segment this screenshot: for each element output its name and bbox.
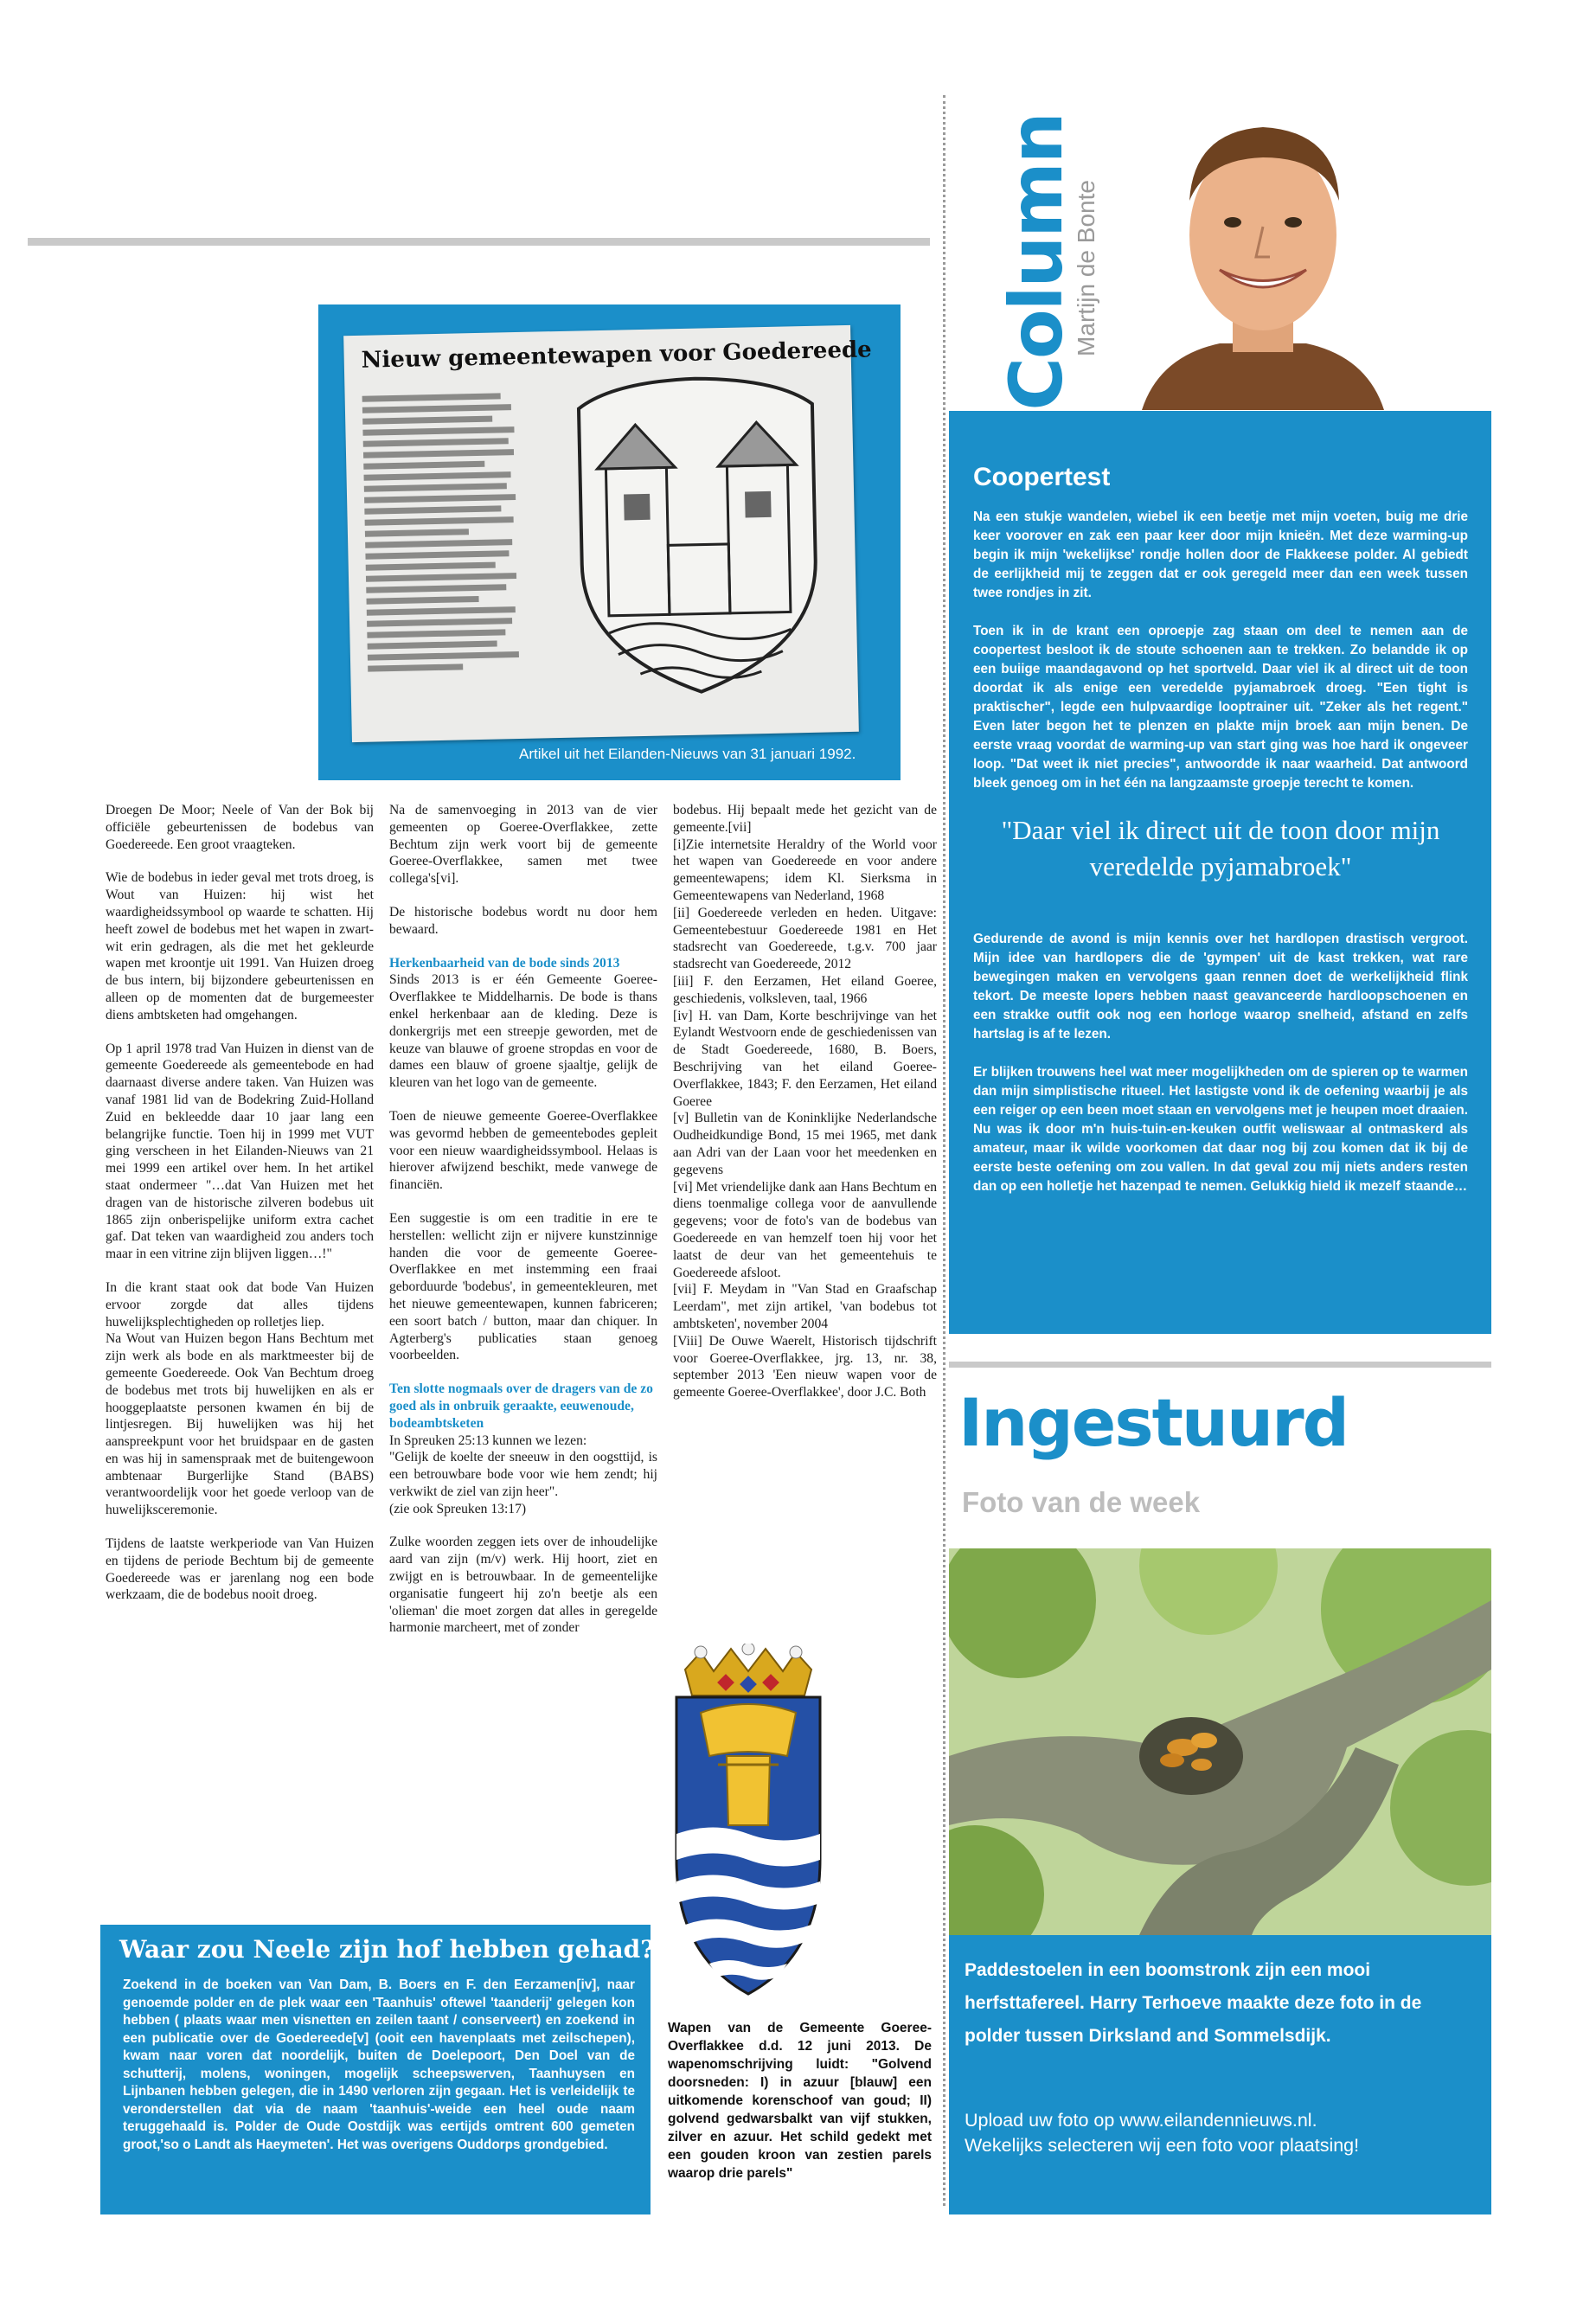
paragraph: Tijdens de laatste werkperiode van Van Huizen en tijdens de periode Bechtum bij de gemeente Goedereede was er jarenlang nog een bode werkzaam, die de bodebus nooit droeg. — [106, 1536, 374, 1603]
hof-info-box — [100, 1925, 655, 2214]
column-title: Coopertest — [973, 463, 1111, 491]
newspaper-clipping — [343, 325, 872, 742]
upload-line: Wekelijks selecteren wij een foto voor plaatsing! — [965, 2135, 1360, 2156]
section-rule — [949, 1362, 1491, 1368]
article-column-3 — [673, 802, 937, 1401]
article-column-1 — [106, 802, 374, 1620]
clipping-headline: Nieuw gemeentewapen voor Goedereede — [361, 336, 872, 374]
paragraph: (zie ook Spreuken 13:17) — [389, 1501, 527, 1516]
paragraph: Er blijken trouwens heel wat meer mogelijkheden om de spieren op te warmen dan mijn simplistische ritueel. Het lastigste vond ik de oefening waarbij je als een reiger op een been moet staan en vervolgens met je heupen moet draaien. Nu was ik door m'n huis-tuin-en-keuken outfit weliswaar al ontmaskerd als amateur, maar ik wilde voorkomen dat daar nog bij zou komen dat ik bij de eerste beste oefening om zou vallen. In dat geval zou mij niets anders resten dan op een holletje het hazenpad te nemen. Gelukkig hield ik mezelf staande… — [973, 1065, 1468, 1194]
column-box — [949, 411, 1491, 1334]
photo-upload-text — [965, 2108, 1475, 2158]
paragraph: Een suggestie is om een traditie in ere te herstellen: wellicht zijn er nijvere kunstzinnige handen die voor de gemeente Goeree-Overflakkee en met instemming een fraai geborduurde 'bodebus', in gemeentekleuren, met het nieuwe gemeentewapen, kunnen fabriceren; een soort batch / button, maar dan chiquer. In Agterberg's publicaties staan genoeg voorbeelden. — [389, 1210, 657, 1363]
hof-box-text: Zoekend in de boeken van Van Dam, B. Boers en F. den Eerzamen[iv], naar genoemde polder en de plek waar een 'Taanhuis' oftewel 'taanderij' gelegen kon hebben ( plaats waar men visnetten en zeilen taant / conserveert) en zoekend in een publicatie over de Goedereede[v] (ooit een havenplaats met zeilschepen), kwam naar voren dat noordelijk, buiten de Doelepoort, Den Doel van de schutterij, molens, woningen, mogelijk scheepswerven, Taanhuysen en Lijnbanen hebben gelegen, die in 1490 verloren zijn gegaan. Het is verleidelijk te veronderstellen dat via de naam 'taanhuis'-weide een heel oude naam teruggehaald is. Polder de Oude Oostdijk was eertijds omtrent 600 gemeten groot,'so o Landt als Haeymeten'. Het was overigens Ouddorps grondgebied. — [123, 1977, 635, 2152]
top-rule — [28, 238, 930, 246]
paragraph: Na Wout van Huizen begon Hans Bechtum met zijn werk als bode en als marktmeester bij de gemeente Goedereede. Ook Van Bechtum droeg de bodebus met trots bij huwelijken en als er hooggeplaatste personen kwamen én bij de lintjesregen. Bij huwelijken was hij het aanspreekpunt voor het bruidspaar en de gasten en was hij in samenspraak met de buitengewoon ambtenaar Burgerlijke Stand (BABS) verantwoordelijk voor het goede verloop van de huwelijksceremonie. — [106, 1331, 374, 1518]
paragraph: Na een stukje wandelen, wiebel ik een beetje met mijn voeten, buig me drie keer voorover en zak een paar keer door mijn knieën. Met deze warming-up begin ik mijn 'wekelijkse' rondje hollen door de Flakkeese polder. Al gebiedt de eerlijkheid mij te zeggen dat er ook geregeld meer dan een week tussen twee rondjes in zit. — [973, 510, 1468, 600]
photo-caption-box — [949, 1935, 1491, 2214]
upload-line: Upload uw foto op www.eilandennieuws.nl. — [965, 2110, 1317, 2131]
ingestuurd-title: Ingestuurd — [958, 1384, 1348, 1461]
pull-quote: "Daar viel ik direct uit de toon door mijn veredelde pyjamabroek" — [1001, 815, 1440, 881]
column-divider — [943, 95, 945, 2206]
paragraph: Wie de bodebus in ieder geval met trots droeg, is Wout van Huizen: hij wist het waardigheidssymbool op waarde te schatten. Hij heeft zowel de bodebus met het wapen in zwart-wit erin gedragen, als die met het gekleurde wapen met kroontje uit 1991. Van Huizen droeg de bus intern, bij bijzondere gebeurtenissen en alleen op de momenten dat de burgemeester diens ambtsketen had omgehangen. — [106, 870, 374, 1022]
paragraph: Na de samenvoeging in 2013 van de vier gemeenten op Goeree-Overflakkee, zette Bechtum zijn werk voort bij de gemeente Goeree-Overflakkee, samen met twee collega's[vi]. — [389, 803, 657, 887]
article-column-2 — [389, 802, 657, 1653]
paragraph: Gedurende de avond is mijn kennis over het hardlopen drastisch vergroot. Mijn idee van hardlopers die de 'gympen' uit de kast trekken, wat rare bewegingen maken en vervolgens gaan rennen doet de werkelijkheid flink tekort. De meeste lopers hebben naast geavanceerde hardloopschoenen en een strakke outfit ook nog een horloge waarop snelheid, afstand en zelfs hartslag is af te lezen. — [973, 932, 1468, 1042]
footnote: [i]Zie internetsite Heraldry of the World voor het wapen van Goedereede en voor andere gemeentewapens; idem Kl. Sierksma in Gemeentewapens van Nederland, 1968 — [673, 836, 937, 903]
footnote: [iv] H. van Dam, Korte beschrijvinge van het Eylandt Westvoorn ende de geschiedenissen van de Stadt Goedereede, 1680, B. Boers, Beschrijving van het eiland Goeree-Overflakkee, 1843; F. den Eerzamen, Het eiland Goeree — [673, 1008, 937, 1109]
paragraph: Droegen De Moor; Neele of Van der Bok bij officiële gebeurtenissen de bodebus van Goedereede. Een groot vraagteken. — [106, 803, 374, 852]
paragraph: Op 1 april 1978 trad Van Huizen in dienst van de gemeente Goedereede als gemeentebode en had daarnaast diverse andere taken. Van Huizen was vanaf 1981 lid van de Bodekring Zuid-Holland Zuid en bekleedde daar 10 jaar lang een belangrijke functie. Toen hij in 1999 met VUT ging verscheen in het Eilanden-Nieuws van 21 mei 1999 een artikel over hem. In het artikel staat ondermeer "…dat Van Huizen met het dragen van de historische zilveren bodebus uit 1865 zijn onberispelijke uniform extra cachet gaf. Dat teken van waardigheid zou anders toch maar in een vitrine zijn blijven liggen…!" — [106, 1041, 374, 1262]
clipping-caption: Artikel uit het Eilanden-Nieuws van 31 januari 1992. — [519, 746, 856, 762]
paragraph: De historische bodebus wordt nu door hem bewaard. — [389, 904, 657, 937]
footnote: [iii] F. den Eerzamen, Het eiland Goeree, geschiedenis, volksleven, taal, 1966 — [673, 973, 937, 1006]
photo-caption: Paddestoelen in een boomstronk zijn een mooi herfsttafereel. Harry Terhoeve maakte deze foto in de polder tussen Dirksland and Sommelsdijk. — [965, 1960, 1422, 2046]
clipping-coat-of-arms — [552, 369, 844, 703]
photo-of-the-week — [949, 1548, 1491, 1935]
paragraph: Zulke woorden zeggen iets over de inhoudelijke aard van zijn (m/v) werk. Hij hoort, ziet en zwijgt en is betrouwbaar. In de gemeentelijke organisatie fungeert hij zo'n beetje als een 'olieman' die moet zorgen dat alles in geregelde harmonie marcheert, met of zonder — [389, 1535, 657, 1636]
column-label-text: Column — [994, 113, 1079, 411]
footnote: [vii] F. Meydam in "Van Stad en Graafschap Leerdam", met zijn artikel, 'van bodebus tot ambtsketen', november 2004 — [673, 1282, 937, 1331]
footnote: [v] Bulletin van de Koninklijke Nederlandsche Oudheidkundige Bond, 15 mei 1965, met dank aan Adri van der Laan voor het meedenken en gegevens — [673, 1111, 937, 1177]
hof-box-title: Waar zou Neele zijn hof hebben gehad? — [119, 1935, 655, 1964]
paragraph: "Gelijk de koelte der sneeuw in den oogsttijd, is een betrouwbare bode voor wie hem zendt; hij verkwikt de ziel van zijn heer". — [389, 1450, 657, 1499]
column-author-text: Martijn de Bonte — [1073, 180, 1099, 356]
paragraph: Sinds 2013 is er één Gemeente Goeree-Overflakkee te Middelharnis. De bode is thans enkel herkenbaar aan de kleding. Deze is donkergrijs met een streepje geworden, met de keuze van blauwe of groene stropdas en voor de dames een blauw of groene sjaaltje, gelijk de kleuren van het logo van de gemeente. — [389, 972, 657, 1091]
footnote: [Viii] De Ouwe Waerelt, Historisch tijdschrift voor Goeree-Overflakkee, jrg. 13, nr. 38, september 2013 'Een nieuw wapen voor de gemeente Goeree-Overflakkee', door J.C. Both — [673, 1333, 937, 1400]
footnote: [ii] Goedereede verleden en heden. Uitgave: Gemeentebestuur Goedereede 1981 en Het stadsrecht van Goedereede, t.g.v. 700 jaar stadsrecht van Goedereede, 2012 — [673, 905, 937, 972]
paragraph: In Spreuken 25:13 kunnen we lezen: — [389, 1433, 587, 1448]
paragraph: Toen ik in de krant een oproepje zag staan om deel te nemen aan de coopertest besloot ik de stoute schoenen aan te trekken. Zo belandde ik op een buiige maandagavond op het sportveld. Daar viel ik al direct uit de toon doordat ik als enige een veredelde pyjamabroek droeg. "Een tight is praktischer", legde een hulpvaardige looptrainer uit. "Zeker als het regent." Even later begon het te plenzen en plakte mijn broek aan mijn benen. De eerste vraag voordat de warming-up van start ging was hoe hard ik ongeveer loop. "Dat weet ik niet precies", antwoordde ik naar waarheid. Dat antwoord bleek genoeg om in het één na langzaamste groepje terecht te komen. — [973, 624, 1468, 791]
subheading: Herkenbaarheid van de bode sinds 2013 — [389, 955, 620, 971]
ingestuurd-subtitle: Foto van de week — [962, 1486, 1201, 1518]
footnote: [vi] Met vriendelijke dank aan Hans Bechtum en diens toenmalige collega voor de aanvullende gegevens; voor de foto's van de bodebus van Goedereede en van hemzelf toen hij voor het laatst de deur van het gemeentehuis te Goedereede afsloot. — [673, 1179, 937, 1280]
coat-of-arms-caption: Wapen van de Gemeente Goeree-Overflakkee d.d. 12 juni 2013. De wapenomschrijving luidt: "Golvend doorsneden: I) in azuur [blauw] een uitkomende korenschoof van goud; II) golvend gedwarsbalkt van vijf stukken, zilver en azuur. Het schild gedekt met een gouden kroon van zestien parels waarop drie parels" — [668, 2021, 932, 2181]
column-text — [973, 508, 1468, 1215]
subheading: Ten slotte nogmaals over de dragers van de zo goed als in onbruik geraakte, eeuwenoude, bodeambtsketen — [389, 1381, 653, 1431]
clipping-text-lines — [362, 393, 520, 677]
author-portrait — [1125, 97, 1401, 410]
paragraph: In die krant staat ook dat bode Van Huizen ervoor zorgde dat alles tijdens huwelijksplechtigheden op rolletjes liep. — [106, 1279, 374, 1330]
coat-of-arms-goeree-overflakkee — [666, 1644, 830, 2007]
paragraph: bodebus. Hij bepaalt mede het gezicht van de gemeente.[vii] — [673, 803, 937, 835]
paragraph: Toen de nieuwe gemeente Goeree-Overflakkee was gevormd hebben de gemeentebodes gepleit voor een nieuw waardigheidssymbool. Helaas is hierover afwijzend beschikt, mede vanwege de financiën. — [389, 1108, 657, 1193]
column-author — [1071, 138, 1102, 398]
